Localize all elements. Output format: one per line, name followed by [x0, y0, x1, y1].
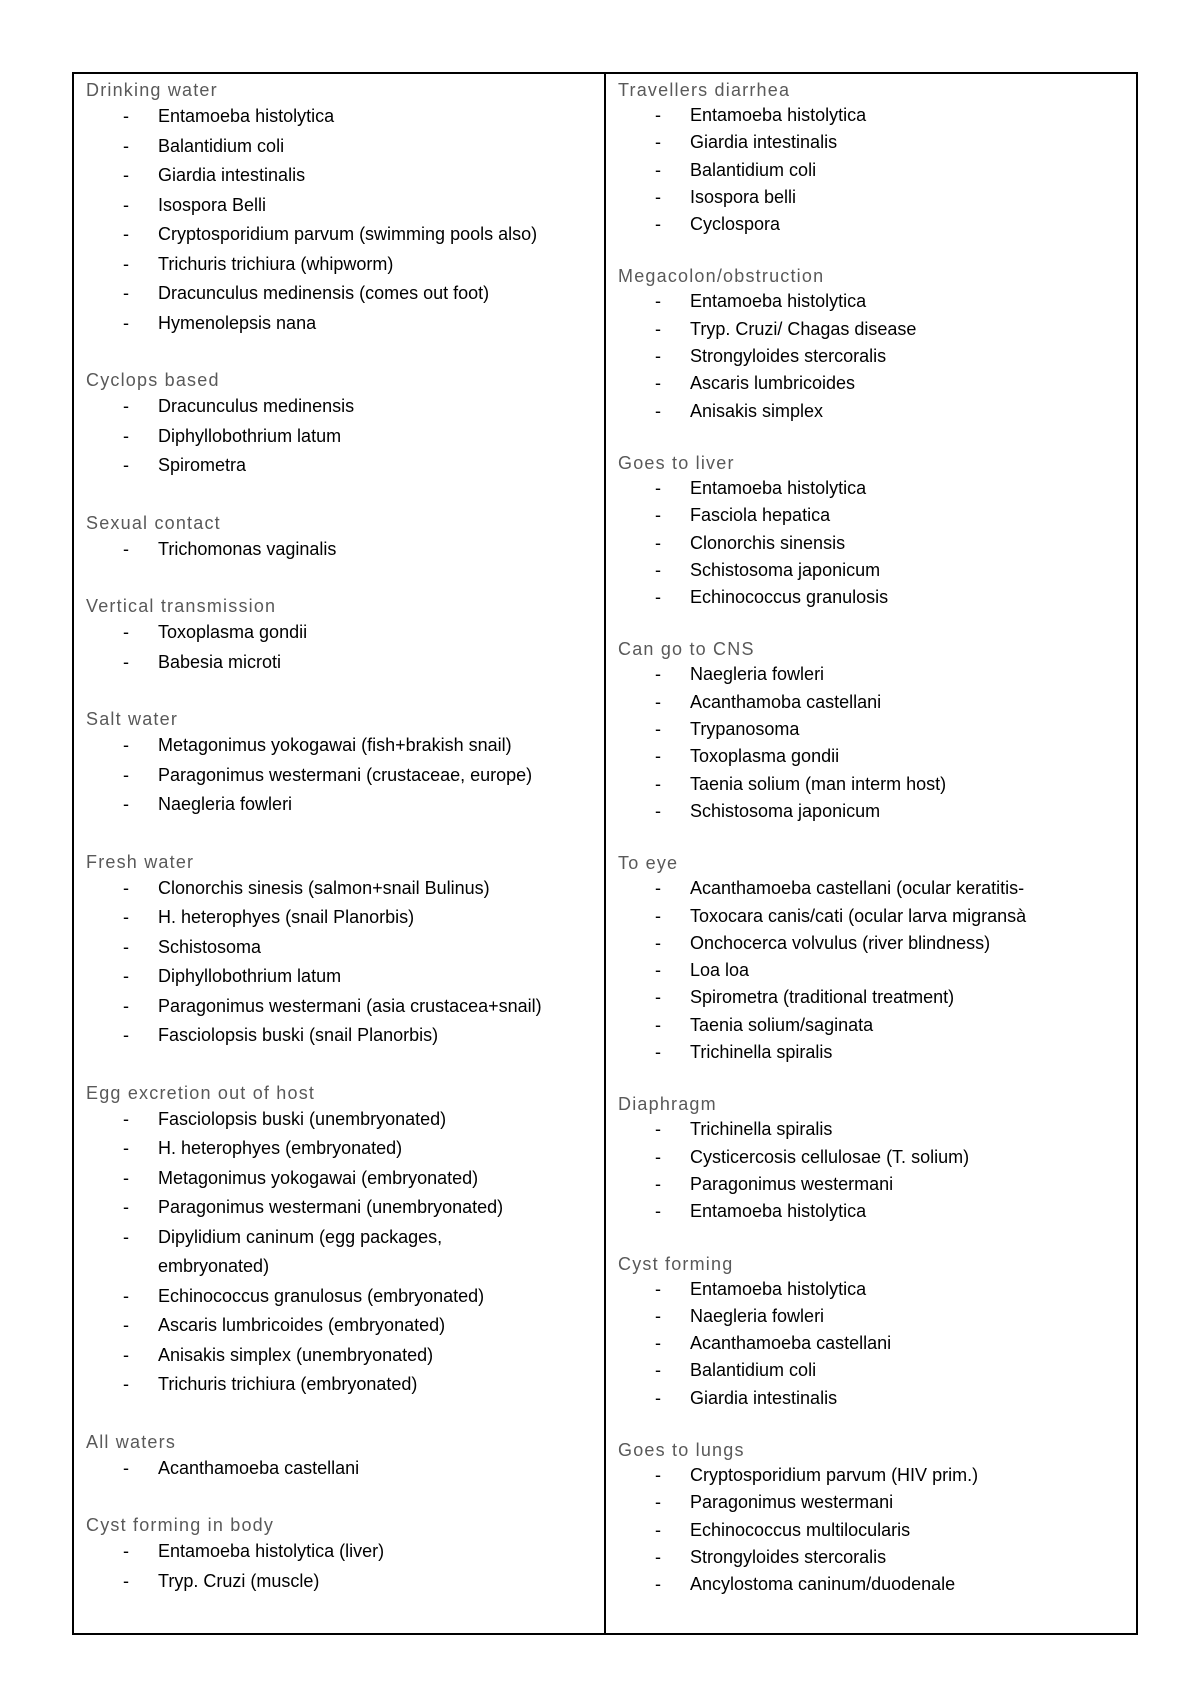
list-item [618, 370, 1136, 397]
list-item [618, 316, 1136, 343]
list-item [86, 1567, 604, 1597]
bullet-dash: - [655, 1492, 661, 1513]
bullet-dash: - [655, 373, 661, 394]
bullet-dash: - [655, 664, 661, 685]
list-item [618, 957, 1136, 984]
list-item [618, 743, 1136, 770]
bullet-dash: - [123, 966, 129, 986]
section-spacer [618, 825, 1136, 851]
list-item [86, 1537, 604, 1567]
bullet-dash: - [123, 907, 129, 927]
section-vertical-transmission [86, 594, 604, 677]
list-item [618, 530, 1136, 557]
list-item [86, 535, 604, 565]
bullet-dash: - [123, 735, 129, 755]
bullet-dash: - [655, 987, 661, 1008]
bullet-dash: - [655, 291, 661, 312]
section-heading: Cyst forming in body [86, 1515, 275, 1535]
two-column-table [72, 72, 1138, 1635]
list-item [86, 132, 604, 162]
list-item [618, 875, 1136, 902]
list-item-text: Acanthamoeba castellani [690, 1333, 892, 1354]
list-item-text: Balantidium coli [690, 1360, 817, 1381]
bullet-dash: - [123, 283, 129, 303]
list-item [618, 1116, 1136, 1143]
section-heading: Can go to CNS [618, 639, 755, 660]
bullet-dash: - [123, 1315, 129, 1335]
bullet-dash: - [655, 559, 661, 580]
list-item-text: Echinococcus granulosus (embryonated) [158, 1285, 485, 1306]
list-item [618, 129, 1136, 156]
bullet-dash: - [655, 1014, 661, 1035]
list-item-text: Dipylidium caninum (egg packages, embryonated) [158, 1226, 443, 1276]
bullet-dash: - [655, 1146, 661, 1167]
bullet-dash: - [655, 318, 661, 339]
left-column [74, 74, 606, 1633]
bullet-dash: - [655, 159, 661, 180]
bullet-dash: - [655, 1119, 661, 1140]
list-item-text: Ascaris lumbricoides [690, 373, 856, 394]
list-item [86, 790, 604, 820]
section-heading: Drinking water [86, 80, 218, 100]
bullet-dash: - [655, 1278, 661, 1299]
list-item [618, 1276, 1136, 1303]
section-egg-excretion-out-of-host [86, 1081, 604, 1400]
list-item [618, 689, 1136, 716]
section-megacolon-obstruction [618, 264, 1136, 424]
bullet-dash: - [655, 960, 661, 981]
list-item-text: Tryp. Cruzi (muscle) [158, 1570, 320, 1591]
section-goes-to-lungs [618, 1438, 1136, 1598]
list-item-text: Giardia intestinalis [690, 132, 838, 153]
bullet-dash: - [655, 1305, 661, 1326]
section-spacer [618, 1066, 1136, 1092]
section-heading: Sexual contact [86, 512, 221, 533]
section-spacer [618, 1412, 1136, 1438]
section-all-waters [86, 1430, 604, 1484]
section-can-go-to-cns [618, 637, 1136, 825]
list-item [86, 422, 604, 452]
bullet-dash: - [655, 719, 661, 740]
list-item [618, 1171, 1136, 1198]
list-item-text: Diphyllobothrium latum [158, 425, 342, 446]
list-item [618, 398, 1136, 425]
list-item-text: Trichuris trichiura (whipworm) [158, 253, 394, 274]
list-item [86, 1134, 604, 1164]
list-item [618, 1144, 1136, 1171]
bullet-dash: - [655, 932, 661, 953]
section-spacer [618, 425, 1136, 451]
bullet-dash: - [655, 587, 661, 608]
list-item-text: Echinococcus multilocularis [690, 1519, 911, 1540]
section-travellers-diarrhea [618, 78, 1136, 238]
section-heading: Goes to lungs [618, 1439, 745, 1460]
list-item-text: Balantidium coli [690, 159, 817, 180]
list-item [86, 761, 604, 791]
bullet-dash: - [123, 1374, 129, 1394]
list-item [86, 451, 604, 481]
list-item [86, 962, 604, 992]
list-item [618, 1544, 1136, 1571]
bullet-dash: - [123, 1344, 129, 1365]
list-item [86, 1223, 604, 1282]
list-item [86, 933, 604, 963]
list-item-text: Cryptosporidium parvum (swimming pools also) [158, 224, 538, 244]
list-item [86, 250, 604, 280]
list-item-text: Entamoeba histolytica [690, 1201, 867, 1222]
section-spacer [618, 1226, 1136, 1252]
section-heading: Salt water [86, 709, 179, 729]
section-goes-to-liver [618, 451, 1136, 611]
bullet-dash: - [655, 691, 661, 712]
list-item [618, 798, 1136, 825]
section-heading: Egg excretion out of host [86, 1082, 316, 1103]
bullet-dash: - [123, 135, 129, 156]
section-cyst-forming-in-body [86, 1513, 604, 1596]
list-item-text: Onchocerca volvulus (river blindness) [690, 932, 991, 953]
list-item [86, 161, 604, 191]
bullet-dash: - [655, 346, 661, 367]
list-item-text: Strongyloides stercoralis [690, 1546, 887, 1567]
list-item [86, 874, 604, 904]
list-item [618, 184, 1136, 211]
section-spacer [86, 1483, 604, 1513]
list-item [86, 1021, 604, 1051]
bullet-dash: - [655, 746, 661, 767]
list-item-text: Clonorchis sinensis [690, 532, 846, 553]
list-item [618, 1385, 1136, 1412]
bullet-dash: - [655, 505, 661, 526]
list-item-text: Giardia intestinalis [158, 165, 306, 185]
list-item-text: Toxocara canis/cati (ocular larva migransà [690, 905, 1027, 926]
section-heading: Diaphragm [618, 1094, 717, 1115]
section-heading: All waters [86, 1431, 177, 1452]
bullet-dash: - [655, 532, 661, 553]
bullet-dash: - [655, 1360, 661, 1381]
bullet-dash: - [655, 400, 661, 421]
list-item [618, 502, 1136, 529]
bullet-dash: - [123, 764, 129, 785]
bullet-dash: - [123, 794, 129, 814]
bullet-dash: - [655, 1574, 661, 1595]
list-item-text: Cyclospora [690, 214, 781, 235]
list-item-text: Diphyllobothrium latum [158, 966, 342, 986]
bullet-dash: - [123, 1541, 129, 1561]
list-item-text: Acanthamoba castellani [690, 691, 882, 712]
bullet-dash: - [123, 1226, 129, 1247]
section-heading: Vertical transmission [86, 596, 277, 616]
list-item-text: Dracunculus medinensis [158, 396, 355, 416]
bullet-dash: - [123, 1570, 129, 1591]
list-item [618, 288, 1136, 315]
list-item [618, 1357, 1136, 1384]
list-item-text: Loa loa [690, 960, 750, 981]
section-cyst-forming [618, 1252, 1136, 1412]
bullet-dash: - [123, 877, 129, 898]
bullet-dash: - [123, 1197, 129, 1217]
list-item [86, 102, 604, 132]
list-item [618, 1012, 1136, 1039]
list-item-text: Paragonimus westermani [690, 1492, 894, 1513]
list-item-text: Trichuris trichiura (embryonated) [158, 1374, 418, 1394]
bullet-dash: - [655, 477, 661, 498]
section-heading: Goes to liver [618, 452, 735, 473]
list-item [618, 557, 1136, 584]
list-item-text: Spirometra [158, 455, 247, 475]
list-item-text: Trichomonas vaginalis [158, 538, 337, 559]
list-item-text: Schistosoma [158, 936, 262, 957]
list-item-text: Entamoeba histolytica [690, 291, 867, 312]
list-item [86, 279, 604, 309]
section-spacer [86, 481, 604, 511]
list-item-text: Anisakis simplex (unembryonated) [158, 1344, 434, 1365]
section-cyclops-based [86, 368, 604, 481]
list-item-text: Giardia intestinalis [690, 1387, 838, 1408]
list-item-text: Metagonimus yokogawai (embryonated) [158, 1167, 479, 1188]
bullet-dash: - [123, 106, 129, 126]
bullet-dash: - [655, 1519, 661, 1540]
list-item [618, 1303, 1136, 1330]
section-heading: Travellers diarrhea [618, 80, 791, 100]
list-item-text: Echinococcus granulosis [690, 587, 889, 608]
section-drinking-water [86, 78, 604, 338]
list-item [618, 1571, 1136, 1598]
bullet-dash: - [123, 194, 129, 215]
list-item-text: Taenia solium (man interm host) [690, 773, 947, 794]
list-item [86, 1105, 604, 1135]
list-item-text: Hymenolepsis nana [158, 312, 317, 333]
bullet-dash: - [655, 105, 661, 125]
bullet-dash: - [123, 1025, 129, 1045]
list-item [618, 1330, 1136, 1357]
bullet-dash: - [123, 1167, 129, 1188]
list-item [618, 1198, 1136, 1225]
list-item-text: Paragonimus westermani [690, 1173, 894, 1194]
section-sexual-contact [86, 511, 604, 565]
list-item [618, 1489, 1136, 1516]
list-item [86, 731, 604, 761]
list-item-text: H. heterophyes (snail Planorbis) [158, 907, 415, 927]
bullet-dash: - [655, 1387, 661, 1408]
list-item-text: Babesia microti [158, 651, 282, 672]
list-item [618, 157, 1136, 184]
section-spacer [618, 238, 1136, 264]
section-spacer [86, 677, 604, 707]
list-item-text: Strongyloides stercoralis [690, 346, 887, 367]
list-item-text: Entamoeba histolytica (liver) [158, 1541, 385, 1561]
list-item-text: Tryp. Cruzi/ Chagas disease [690, 318, 917, 339]
list-item-text: Acanthamoeba castellani (ocular keratitis- [690, 878, 1025, 899]
section-fresh-water [86, 850, 604, 1051]
bullet-dash: - [123, 165, 129, 185]
list-item-text: Taenia solium/saginata [690, 1014, 874, 1035]
section-spacer [86, 1051, 604, 1081]
list-item-text: Isospora Belli [158, 194, 267, 215]
list-item [618, 584, 1136, 611]
list-item [618, 102, 1136, 129]
list-item-text: Entamoeba histolytica [690, 105, 867, 125]
list-item-text: Balantidium coli [158, 135, 285, 156]
list-item [86, 220, 604, 250]
bullet-dash: - [655, 1464, 661, 1485]
bullet-dash: - [655, 1173, 661, 1194]
list-item-text: Ascaris lumbricoides (embryonated) [158, 1315, 446, 1335]
bullet-dash: - [123, 455, 129, 475]
list-item [618, 475, 1136, 502]
bullet-dash: - [123, 1138, 129, 1158]
list-item-text: Naegleria fowleri [690, 664, 825, 685]
list-item-text: Paragonimus westermani (asia crustacea+snail) [158, 995, 542, 1016]
list-item [86, 1164, 604, 1194]
list-item-text: Anisakis simplex [690, 400, 824, 421]
list-item [86, 1370, 604, 1400]
bullet-dash: - [123, 396, 129, 416]
section-heading: Megacolon/obstruction [618, 266, 825, 287]
list-item-text: Paragonimus westermani (crustaceae, europe) [158, 764, 533, 785]
list-item-text: Paragonimus westermani (unembryonated) [158, 1197, 504, 1217]
list-item-text: Entamoeba histolytica [690, 1278, 867, 1299]
bullet-dash: - [655, 1333, 661, 1354]
list-item-text: Acanthamoeba castellani [158, 1457, 360, 1478]
section-heading: Fresh water [86, 851, 195, 872]
list-item-text: Dracunculus medinensis (comes out foot) [158, 283, 490, 303]
section-spacer [618, 611, 1136, 637]
bullet-dash: - [655, 878, 661, 899]
bullet-dash: - [123, 538, 129, 559]
bullet-dash: - [655, 214, 661, 235]
list-item [618, 1462, 1136, 1489]
bullet-dash: - [655, 1042, 661, 1063]
list-item-text: Schistosoma japonicum [690, 559, 881, 580]
bullet-dash: - [655, 800, 661, 821]
right-column [606, 74, 1136, 1633]
list-item [86, 1454, 604, 1484]
list-item-text: Isospora belli [690, 186, 797, 207]
bullet-dash: - [123, 995, 129, 1016]
list-item [618, 716, 1136, 743]
bullet-dash: - [655, 1201, 661, 1222]
list-item-text: Toxoplasma gondii [158, 622, 308, 642]
list-item [86, 1311, 604, 1341]
list-item-text: Fasciola hepatica [690, 505, 831, 526]
list-item [86, 1341, 604, 1371]
list-item-text: Naegleria fowleri [690, 1305, 825, 1326]
list-item-text: Naegleria fowleri [158, 794, 293, 814]
bullet-dash: - [123, 651, 129, 672]
list-item-text: Toxoplasma gondii [690, 746, 840, 767]
list-item [86, 191, 604, 221]
section-heading: Cyclops based [86, 370, 220, 390]
list-item [86, 392, 604, 422]
section-heading: To eye [618, 853, 679, 874]
list-item-text: Trichinella spiralis [690, 1042, 833, 1063]
bullet-dash: - [655, 186, 661, 207]
bullet-dash: - [123, 253, 129, 274]
list-item-text: Spirometra (traditional treatment) [690, 987, 955, 1008]
list-item [86, 648, 604, 678]
section-spacer [86, 1400, 604, 1430]
list-item-text: Ancylostoma caninum/duodenale [690, 1574, 956, 1595]
bullet-dash: - [655, 132, 661, 153]
list-item [618, 930, 1136, 957]
list-item-text: Schistosoma japonicum [690, 800, 881, 821]
bullet-dash: - [123, 936, 129, 957]
list-item [618, 984, 1136, 1011]
list-item-text: Clonorchis sinesis (salmon+snail Bulinus) [158, 877, 490, 898]
section-to-eye [618, 851, 1136, 1066]
section-salt-water [86, 707, 604, 820]
list-item [86, 1193, 604, 1223]
bullet-dash: - [123, 1108, 129, 1129]
list-item-text: Fasciolopsis buski (snail Planorbis) [158, 1025, 439, 1045]
list-item [618, 1039, 1136, 1066]
list-item [86, 992, 604, 1022]
list-item [86, 309, 604, 339]
list-item-text: Entamoeba histolytica [158, 106, 335, 126]
list-item [86, 618, 604, 648]
bullet-dash: - [655, 905, 661, 926]
list-item [86, 903, 604, 933]
list-item [618, 343, 1136, 370]
section-spacer [86, 820, 604, 850]
bullet-dash: - [123, 425, 129, 446]
list-item-text: Metagonimus yokogawai (fish+brakish snail) [158, 735, 512, 755]
bullet-dash: - [123, 622, 129, 642]
bullet-dash: - [655, 773, 661, 794]
list-item-text: Trypanosoma [690, 719, 800, 740]
list-item [618, 771, 1136, 798]
list-item-text: Cryptosporidium parvum (HIV prim.) [690, 1464, 979, 1485]
list-item [618, 903, 1136, 930]
section-spacer [86, 338, 604, 368]
list-item [618, 661, 1136, 688]
section-heading: Cyst forming [618, 1253, 734, 1274]
list-item [618, 211, 1136, 238]
bullet-dash: - [123, 1285, 129, 1306]
list-item [618, 1517, 1136, 1544]
list-item-text: Fasciolopsis buski (unembryonated) [158, 1108, 447, 1129]
list-item-text: Trichinella spiralis [690, 1119, 833, 1140]
bullet-dash: - [123, 1457, 129, 1478]
bullet-dash: - [123, 312, 129, 333]
list-item [86, 1282, 604, 1312]
section-spacer [86, 564, 604, 594]
list-item-text: Entamoeba histolytica [690, 477, 867, 498]
list-item-text: H. heterophyes (embryonated) [158, 1138, 403, 1158]
bullet-dash: - [123, 224, 129, 244]
section-diaphragm [618, 1092, 1136, 1225]
list-item-text: Cysticercosis cellulosae (T. solium) [690, 1146, 970, 1167]
bullet-dash: - [655, 1546, 661, 1567]
